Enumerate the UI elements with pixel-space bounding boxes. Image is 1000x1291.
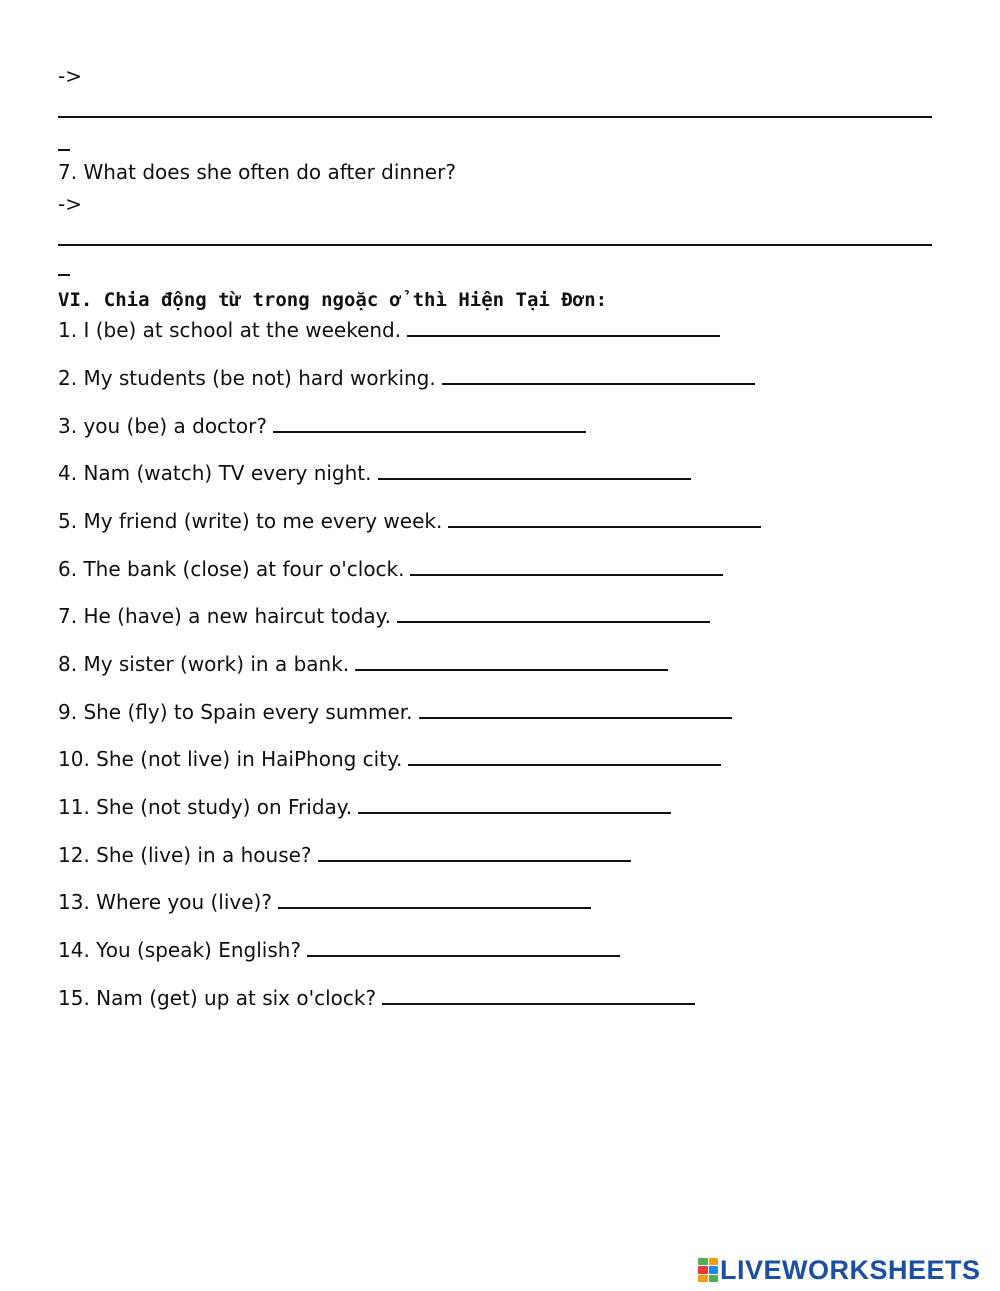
answer-blank[interactable] xyxy=(278,891,591,909)
answer-arrow-1: -> xyxy=(58,64,82,88)
exercise-text: 7. He (have) a new haircut today. xyxy=(58,604,391,628)
answer-blank[interactable] xyxy=(397,605,710,623)
exercise-text: 8. My sister (work) in a bank. xyxy=(58,652,350,676)
exercise-text: 10. She (not live) in HaiPhong city. xyxy=(58,747,403,771)
answer-blank[interactable] xyxy=(410,558,723,576)
liveworksheets-logo xyxy=(698,1252,981,1288)
exercise-text: 13. Where you (live)? xyxy=(58,890,272,914)
exercise-item xyxy=(58,366,755,390)
exercise-item xyxy=(58,604,710,628)
exercise-text: 9. She (fly) to Spain every summer. xyxy=(58,700,413,724)
answer-blank[interactable] xyxy=(408,748,721,766)
liveworksheets-mark-icon xyxy=(698,1258,718,1282)
exercise-text: 6. The bank (close) at four o'clock. xyxy=(58,557,405,581)
exercise-item xyxy=(58,747,721,771)
answer-blank[interactable] xyxy=(355,653,668,671)
question-7: 7. What does she often do after dinner? xyxy=(58,160,456,184)
exercise-text: 14. You (speak) English? xyxy=(58,938,302,962)
answer-line-1-overflow xyxy=(58,149,70,151)
exercise-item xyxy=(58,509,761,533)
exercise-text: 12. She (live) in a house? xyxy=(58,843,312,867)
exercise-item xyxy=(58,843,631,867)
exercise-item xyxy=(58,986,695,1010)
exercise-item xyxy=(58,461,691,485)
exercise-text: 5. My friend (write) to me every week. xyxy=(58,509,443,533)
answer-blank[interactable] xyxy=(382,987,695,1005)
exercise-item xyxy=(58,557,723,581)
exercise-text: 4. Nam (watch) TV every night. xyxy=(58,461,372,485)
exercise-text: 2. My students (be not) hard working. xyxy=(58,366,436,390)
exercise-item xyxy=(58,700,732,724)
answer-blank[interactable] xyxy=(442,367,755,385)
answer-line-2[interactable] xyxy=(58,244,932,246)
answer-line-2-overflow xyxy=(58,274,70,276)
liveworksheets-brand-text: LIVEWORKSHEETS xyxy=(720,1254,981,1285)
exercise-item xyxy=(58,414,586,438)
exercise-item xyxy=(58,318,720,342)
answer-blank[interactable] xyxy=(378,462,691,480)
answer-line-1[interactable] xyxy=(58,116,932,118)
answer-blank[interactable] xyxy=(419,701,732,719)
exercise-text: 3. you (be) a doctor? xyxy=(58,414,267,438)
answer-blank[interactable] xyxy=(307,939,620,957)
answer-blank[interactable] xyxy=(273,415,586,433)
section-vi-heading: VI. Chia động từ trong ngoặc ở thì Hiện Tại Đơn: xyxy=(58,289,608,311)
exercise-text: 11. She (not study) on Friday. xyxy=(58,795,353,819)
answer-arrow-2: -> xyxy=(58,192,82,216)
exercise-item xyxy=(58,890,591,914)
answer-blank[interactable] xyxy=(448,510,761,528)
answer-blank[interactable] xyxy=(358,796,671,814)
answer-blank[interactable] xyxy=(318,844,631,862)
exercise-text: 1. I (be) at school at the weekend. xyxy=(58,318,402,342)
exercise-text: 15. Nam (get) up at six o'clock? xyxy=(58,986,377,1010)
answer-blank[interactable] xyxy=(407,319,720,337)
exercise-item xyxy=(58,795,671,819)
exercise-item xyxy=(58,938,620,962)
exercise-item xyxy=(58,652,668,676)
